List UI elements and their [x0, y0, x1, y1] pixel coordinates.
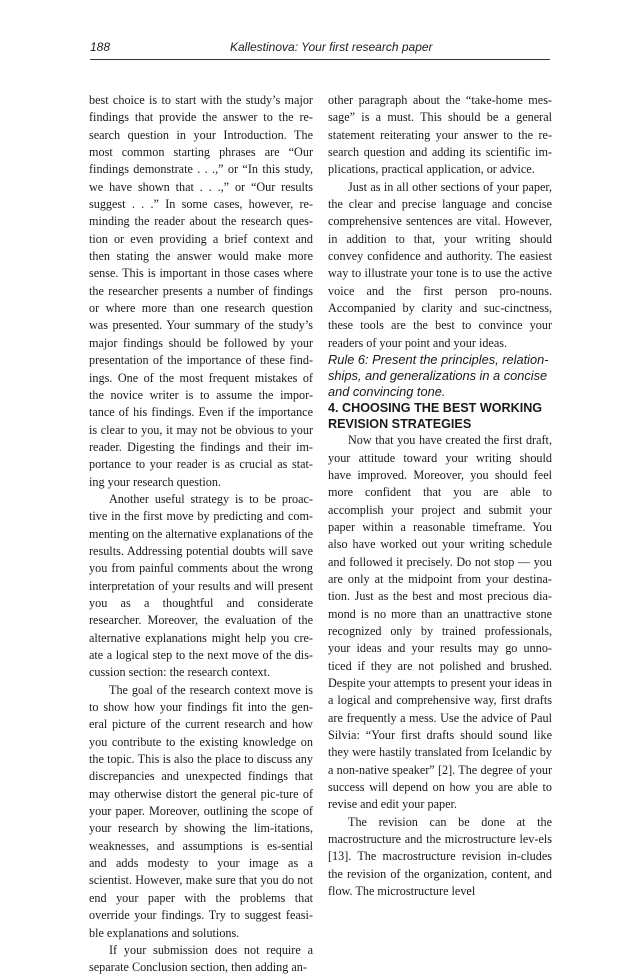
running-header — [90, 40, 550, 60]
body-paragraph: best choice is to start with the study’s major findings that provide the answer to the re-search question in your Introduction. The most common starting phrases are “Our findings demonstrate . . .,” or “In this study, we have shown that . . .,” or “Our results suggest . . .” In some cases, however, re-minding the reader about the research ques-tion or even providing a brief context and then stating the answer would make more sense. This is important in those cases where the researcher presents a number of findings or where more than one research question was presented. Your summary of the study’s major findings should be followed by your presentation of the importance of these find-ings. One of the most frequent mistakes of the novice writer is to assume the impor-tance of his findings. Even if the importance is clear to you, it may not be obvious to your reader. Digesting the findings and their im-portance to your reader is as crucial as stat-ing your research question. — [89, 93, 313, 489]
running-head-title: Kallestinova: Your first research paper — [230, 40, 433, 54]
body-paragraph: other paragraph about the “take-home mes-sage” is a must. This should be a general statement reiterating your answer to the re-search question and adding its scientific im-plications, practical application, or advice. — [328, 93, 552, 177]
body-paragraph: Now that you have created the first draft, your attitude toward your writing should have improved. Moreover, you should feel more confident that you are able to accomplish your project and submit your paper within a reasonable timeframe. You also have worked out your writing schedule and followed it precisely. Do not stop — you are only at the midpoint from your destina-tion. Just as the best and most precious dia-mond is no more than an unattractive stone recognized only by trained professionals, your ideas and your results may go unno-ticed if they are not polished and brushed. Despite your attempts to present your ideas in a logical and comprehensive way, first drafts are frequently a mess. Use the advice of Paul Silvia: “Your first drafts should sound like they were hastily translated from Icelandic by a non-native speaker” [2]. The degree of your success will depend on how you are able to revise and edit your paper. — [328, 433, 552, 812]
body-paragraph: The revision can be done at the macrostructure and the microstructure lev-els [13]. The macrostructure revision in-cludes the revision of the organization, content, and flow. The microstructure level — [328, 814, 552, 899]
right-column — [328, 92, 552, 900]
rule-statement: Rule 6: Present the principles, relation-ships, and generalizations in a concise and convincing tone. — [328, 352, 549, 400]
body-paragraph: Just as in all other sections of your paper, the clear and precise language and concise comprehensive sentences are vital. However, in addition to that, your writing should convey confidence and authority. The easiest way to illustrate your tone is to use the active voice and the first person pro-nouns. Accompanied by clarity and suc-cinctness, these tools are the best to convince your readers of your point and your ideas. — [328, 179, 552, 350]
body-paragraph: Another useful strategy is to be proac-tive in the first move by predicting and com-menting on the alternative explanations of the results. Addressing potential doubts will save you from painful comments about the wrong interpretation of your results and will present you as a thoughtful and considerate researcher. Moreover, the evaluation of the alternative explanations might help you cre-ate a logical step to the next move of the dis-cussion section: the research context. — [89, 491, 313, 680]
header-divider — [90, 59, 550, 60]
page-number: 188 — [90, 40, 111, 54]
section-heading: 4. CHOOSING THE BEST WORKING REVISION STRATEGIES — [328, 401, 543, 432]
body-paragraph: If your submission does not require a separate Conclusion section, then adding an- — [89, 942, 313, 975]
body-paragraph: The goal of the research context move is to show how your findings fit into the gen-eral picture of the current research and how you contribute to the existing knowledge on the topic. This is also the place to discuss any discrepancies and unexpected findings that may otherwise distort the general pic-ture of your paper. Moreover, outlining the scope of your research by showing the lim-itations, weaknesses, and assumptions is es-sential and adds modesty to your image as a scientist. However, make sure that you do not end your paper with the problems that override your findings. Try to suggest feasi-ble explanations and solutions. — [89, 682, 313, 940]
left-column — [89, 92, 313, 977]
